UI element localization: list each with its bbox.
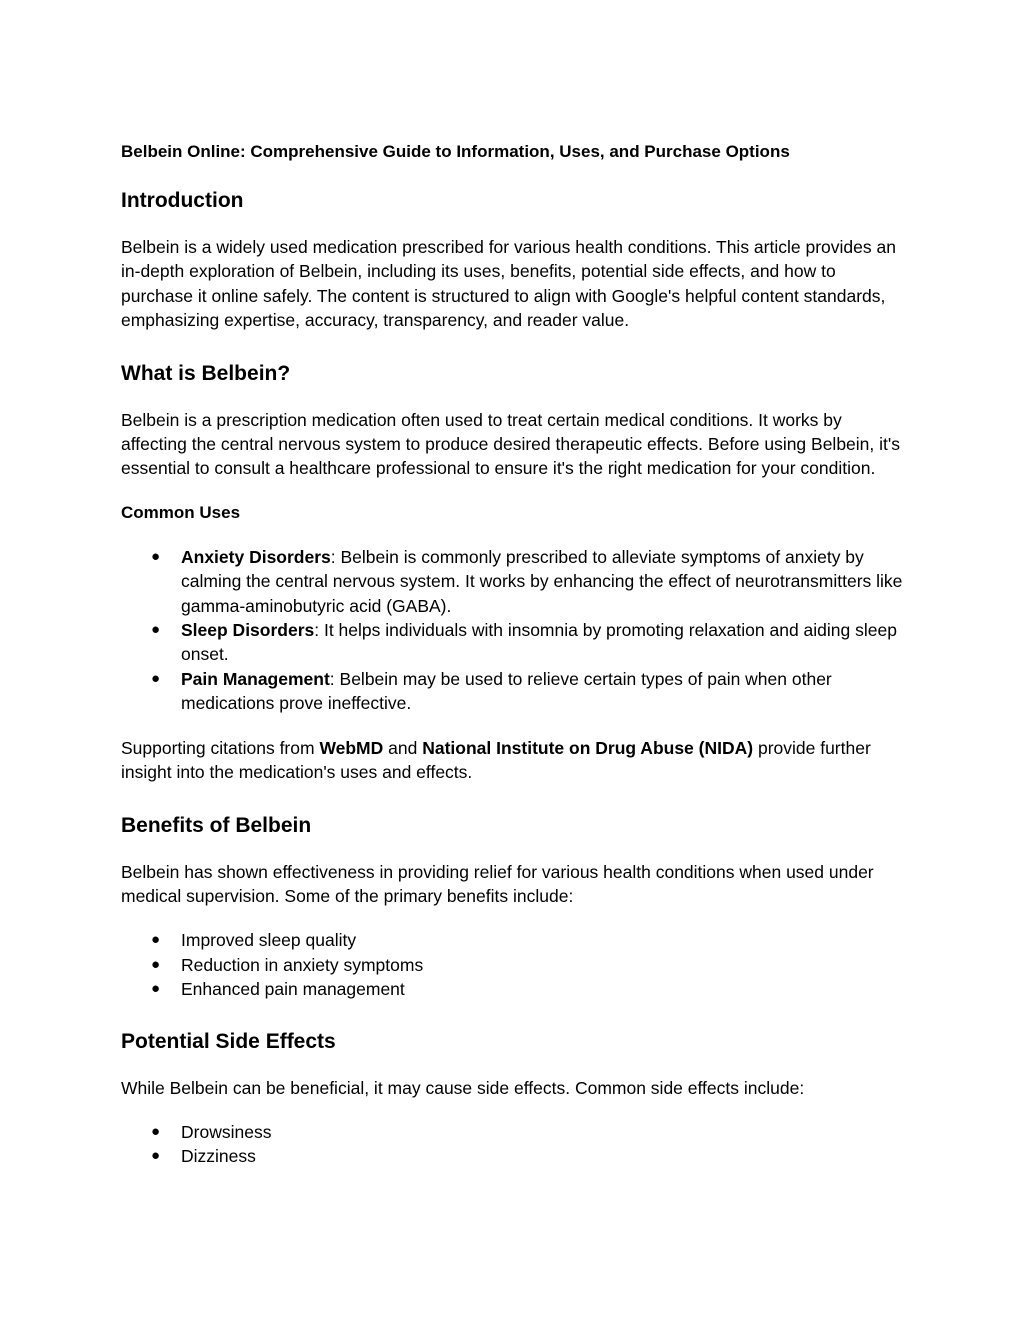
list-item-text: Improved sleep quality bbox=[181, 930, 357, 951]
list-item bbox=[121, 953, 911, 977]
bullet-icon: ● bbox=[151, 621, 161, 639]
document-title: Belbein Online: Comprehensive Guide to Information, Uses, and Purchase Options bbox=[121, 142, 790, 161]
list-item bbox=[121, 618, 911, 667]
heading-benefits: Benefits of Belbein bbox=[121, 813, 312, 837]
bullet-icon: ● bbox=[151, 980, 161, 998]
heading-introduction: Introduction bbox=[121, 189, 244, 212]
list-item bbox=[121, 545, 911, 618]
bullet-icon: ● bbox=[151, 955, 161, 973]
bullet-icon: ● bbox=[151, 547, 161, 565]
heading-common-uses: Common Uses bbox=[121, 502, 241, 522]
list-item-text: : Belbein may be used to relieve certain types of pain when other medications prove ineffective. bbox=[181, 668, 832, 714]
benefits-paragraph: Belbein has shown effectiveness in providing relief for various health conditions when used under medical supervision. Some of the primary benefits include: bbox=[121, 861, 874, 906]
bullet-icon: ● bbox=[151, 1122, 161, 1140]
common-uses-list bbox=[121, 545, 911, 716]
list-item-text: : Belbein is commonly prescribed to alleviate symptoms of anxiety by calming the central nervous system. It works by enhancing the effect of neurotransmitters like gamma-aminobutyric acid (GABA). bbox=[181, 546, 903, 616]
document-page bbox=[121, 140, 911, 1169]
list-item-term: Pain Management bbox=[181, 668, 330, 689]
bullet-icon: ● bbox=[151, 669, 161, 687]
list-item-text: Drowsiness bbox=[181, 1121, 272, 1142]
citation-source-webmd: WebMD bbox=[319, 737, 384, 758]
list-item-term: Sleep Disorders bbox=[181, 620, 315, 641]
citation-paragraph bbox=[121, 736, 911, 785]
list-item bbox=[121, 1144, 911, 1168]
side-effects-list bbox=[121, 1120, 911, 1169]
list-item-text: Reduction in anxiety symptoms bbox=[181, 954, 424, 975]
bullet-icon: ● bbox=[151, 1147, 161, 1165]
list-item bbox=[121, 1120, 911, 1144]
heading-side-effects: Potential Side Effects bbox=[121, 1029, 336, 1053]
list-item-text: Dizziness bbox=[181, 1146, 256, 1167]
citation-mid: and bbox=[383, 737, 423, 758]
list-item-text: : It helps individuals with insomnia by promoting relaxation and aiding sleep onset. bbox=[181, 620, 897, 665]
list-item-term: Anxiety Disorders bbox=[181, 546, 331, 567]
side-effects-paragraph: While Belbein can be beneficial, it may cause side effects. Common side effects include: bbox=[121, 1077, 805, 1098]
list-item bbox=[121, 977, 911, 1001]
list-item bbox=[121, 667, 911, 716]
what-is-paragraph: Belbein is a prescription medication often used to treat certain medical conditions. It works by affecting the central nervous system to produce desired therapeutic effects. Before using Belbein, it's essential to consult a healthcare professional to ensure it's the right medication for your condition. bbox=[121, 409, 900, 479]
citation-pre: Supporting citations from bbox=[121, 737, 320, 758]
bullet-icon: ● bbox=[151, 931, 161, 949]
benefits-list bbox=[121, 928, 911, 1001]
heading-what-is: What is Belbein? bbox=[121, 361, 291, 385]
citation-post: provide further insight into the medication's uses and effects. bbox=[121, 737, 871, 783]
intro-paragraph: Belbein is a widely used medication prescribed for various health conditions. This article provides an in-depth exploration of Belbein, including its uses, benefits, potential side effects, and how to purchase it online safely. The content is structured to align with Google's helpful content standards, emphasizing expertise, accuracy, transparency, and reader value. bbox=[121, 237, 896, 331]
list-item bbox=[121, 928, 911, 952]
citation-source-nida: National Institute on Drug Abuse (NIDA) bbox=[422, 737, 754, 758]
list-item-text: Enhanced pain management bbox=[181, 979, 405, 1000]
